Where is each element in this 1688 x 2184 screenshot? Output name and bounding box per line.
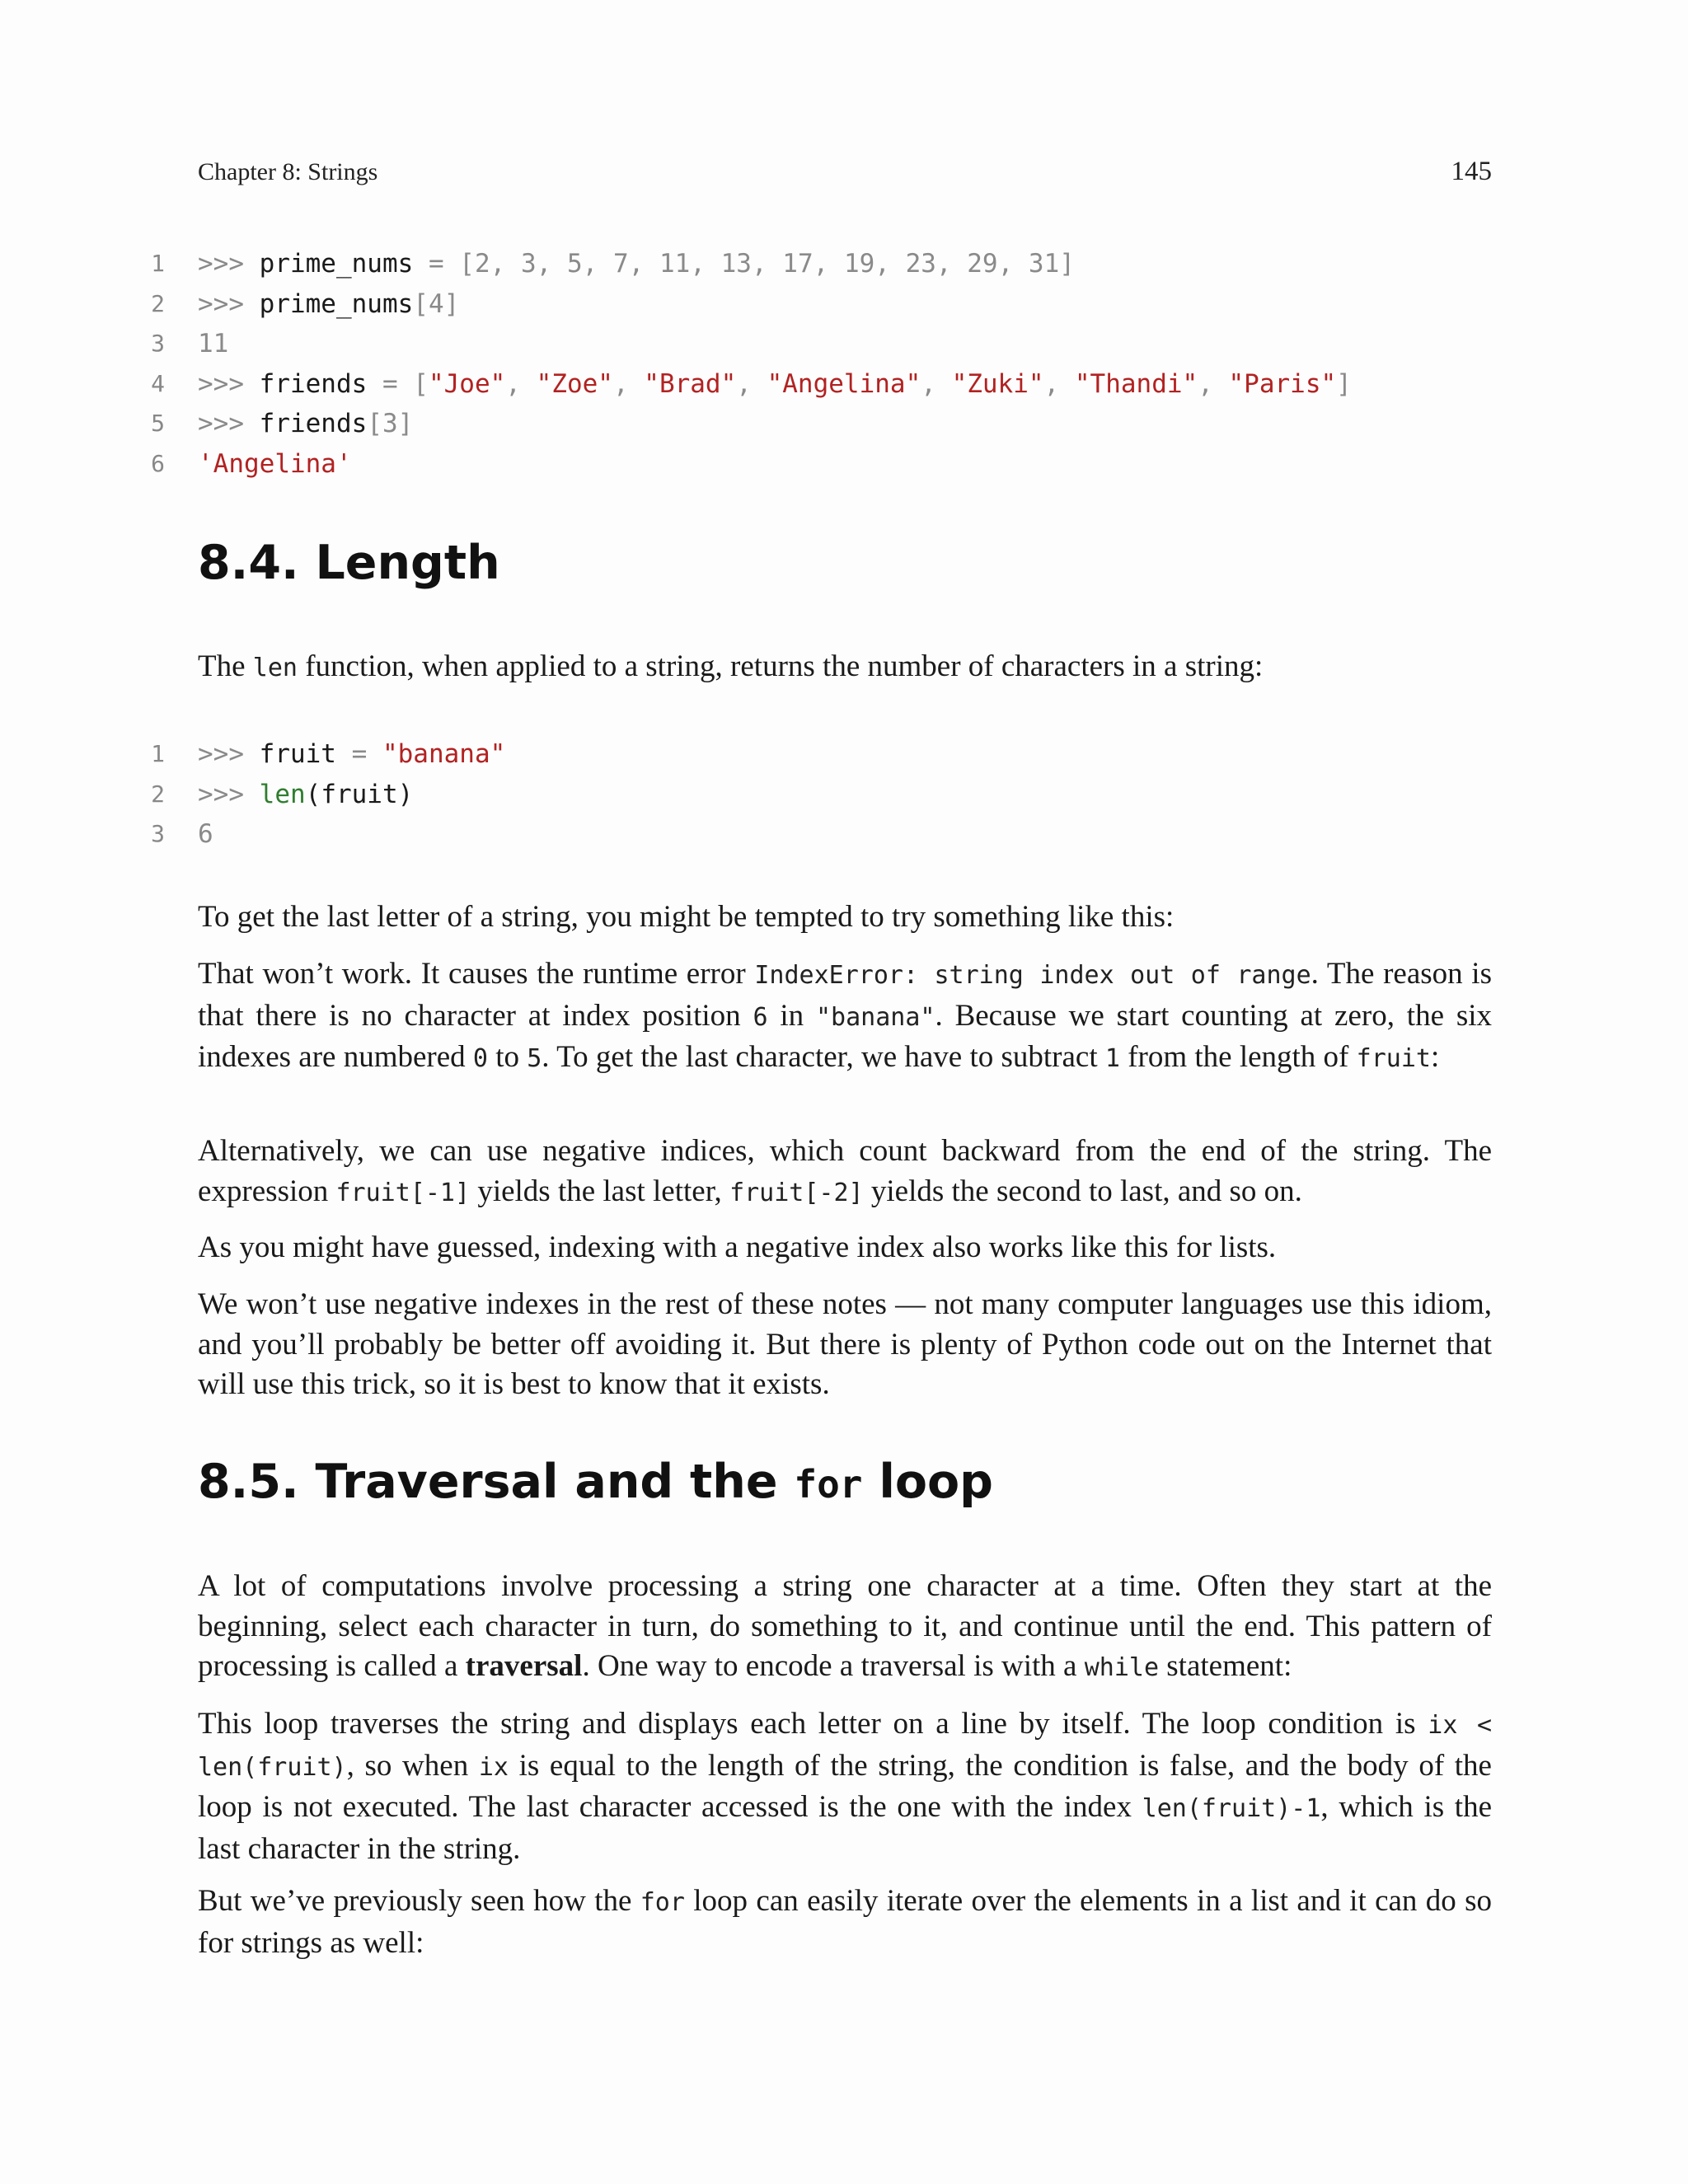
code-token: , <box>582 249 613 279</box>
text-run: As you might have guessed, indexing with a negative index also works like this for lists. <box>198 1230 1277 1264</box>
paragraph-loop-condition <box>198 1704 1492 1869</box>
text-run: But we’ve previously seen how the <box>198 1884 640 1918</box>
code-line <box>0 814 1688 855</box>
text-run: yields the second to last, and so on. <box>863 1174 1302 1208</box>
code-token: , <box>1043 368 1075 399</box>
code-token: 3 <box>520 249 537 279</box>
text-run: in <box>767 998 816 1033</box>
code-text <box>198 734 505 775</box>
inline-code: 1 <box>1104 1044 1120 1073</box>
text-run: , which is the last character in the string. <box>198 1790 1492 1866</box>
code-token: len <box>259 779 306 809</box>
code-token: 11 <box>659 249 691 279</box>
code-token: ] <box>1336 368 1352 399</box>
heading-text: 8.4. Length <box>198 536 500 590</box>
line-number: 5 <box>151 410 165 437</box>
text-run: This loop traverses the string and displays each letter on a line by itself. The loop condition is <box>198 1707 1428 1741</box>
paragraph-index-error <box>198 954 1492 1080</box>
inline-code: fruit[-2] <box>729 1178 864 1207</box>
code-text <box>198 324 228 364</box>
code-line <box>0 444 1688 485</box>
code-token: 7 <box>612 249 629 279</box>
paragraph-last-letter <box>198 898 1492 938</box>
code-text <box>198 244 1075 284</box>
paragraph-traversal <box>198 1567 1492 1689</box>
code-token: [ <box>413 368 429 399</box>
code-token: "Thandi" <box>1074 368 1198 399</box>
line-number: 2 <box>151 780 165 808</box>
bold-term: traversal <box>465 1649 583 1683</box>
paragraph-len-intro <box>198 647 1492 689</box>
code-token: >>> <box>198 288 260 319</box>
code-text <box>198 364 1352 405</box>
heading-text-tail: loop <box>862 1455 993 1509</box>
line-number: 4 <box>151 369 165 397</box>
paragraph-for-loop <box>198 1882 1492 1963</box>
code-token: 13 <box>720 249 752 279</box>
code-token: [ <box>367 409 382 438</box>
text-run: is equal to the length of the string, the condition is false, and the body of the loop is not executed. The last character accessed is the one with the index <box>198 1748 1492 1824</box>
code-line <box>0 734 1688 775</box>
code-token: , <box>921 368 952 399</box>
code-token: 17 <box>782 249 814 279</box>
inline-code: while <box>1084 1653 1160 1682</box>
code-token: , <box>612 368 645 399</box>
text-run: to <box>487 1040 528 1074</box>
code-token: friends <box>259 409 368 438</box>
code-token: 3 <box>382 409 398 438</box>
code-token: 'Angelina' <box>198 448 352 479</box>
code-token: 11 <box>198 329 229 359</box>
paragraph-avoid-negative <box>198 1285 1492 1405</box>
inline-code: "banana" <box>815 1002 935 1032</box>
text-run: : <box>1430 1040 1440 1074</box>
code-token: ] <box>397 409 414 438</box>
code-line <box>0 324 1688 364</box>
code-token: , <box>997 249 1029 279</box>
code-token: , <box>505 368 537 399</box>
code-token: >>> <box>198 249 260 279</box>
code-token: 19 <box>843 249 875 279</box>
code-token: "Joe" <box>428 368 506 399</box>
inline-code: len(fruit)-1 <box>1142 1794 1321 1823</box>
code-text <box>198 814 213 855</box>
text-run: That won’t work. It causes the runtime error <box>198 957 755 991</box>
text-run: Alternatively, we can use negative indices, which count backward from the end of the string. The expression <box>198 1134 1492 1208</box>
code-token: , <box>874 249 906 279</box>
text-run: loop can easily iterate over the elements in a list and it can do so for strings as well: <box>198 1884 1492 1960</box>
code-token: >>> <box>198 779 260 809</box>
code-token: ] <box>443 288 460 319</box>
text-run: The <box>198 649 253 683</box>
code-line <box>0 284 1688 325</box>
code-line <box>0 364 1688 405</box>
text-run: . To get the last character, we have to subtract <box>542 1040 1105 1074</box>
code-token: , <box>736 368 767 399</box>
code-token: >>> <box>198 368 260 399</box>
text-run: . Because we start counting at zero, the six indexes are numbered <box>198 998 1493 1074</box>
paragraph-negative-lists <box>198 1228 1492 1268</box>
line-number: 6 <box>151 449 165 477</box>
code-token: (fruit) <box>305 779 414 809</box>
code-token: , <box>490 249 521 279</box>
code-token: 29 <box>967 249 998 279</box>
code-token: = <box>428 249 460 279</box>
code-token: 23 <box>905 249 936 279</box>
code-token: >>> <box>198 739 260 769</box>
code-line <box>0 775 1688 815</box>
inline-code: 0 <box>472 1044 488 1073</box>
code-token: , <box>935 249 968 279</box>
code-token: , <box>813 249 844 279</box>
text-run: from the length of <box>1119 1040 1357 1074</box>
code-token: 4 <box>428 288 444 319</box>
code-token: fruit <box>259 739 352 769</box>
line-number: 2 <box>151 289 165 317</box>
code-token: ] <box>1059 249 1075 279</box>
code-token: , <box>628 249 659 279</box>
chapter-title: Chapter 8: Strings <box>198 158 378 185</box>
page-number: 145 <box>1451 157 1492 186</box>
code-token: , <box>1198 368 1229 399</box>
inline-code: len <box>252 654 298 682</box>
code-token: 31 <box>1028 249 1060 279</box>
inline-code: fruit[-1] <box>335 1178 471 1207</box>
code-text <box>198 404 413 444</box>
code-token: , <box>690 249 721 279</box>
paragraph-negative-indices <box>198 1132 1492 1213</box>
line-number: 1 <box>151 740 165 767</box>
code-text <box>198 775 413 815</box>
text-run: To get the last letter of a string, you might be tempted to try something like this: <box>198 900 1175 934</box>
inline-code: 6 <box>753 1002 768 1032</box>
code-token: "Zuki" <box>951 368 1044 399</box>
text-run: , so when <box>346 1748 479 1783</box>
code-token: = <box>351 739 382 769</box>
code-token: "Zoe" <box>536 368 613 399</box>
text-run: . The reason is that there is no character at index position <box>198 957 1492 1033</box>
heading-code-for: for <box>794 1462 863 1507</box>
code-token: "banana" <box>382 739 506 769</box>
line-number: 3 <box>151 330 165 357</box>
inline-code: IndexError: string index out of range <box>754 961 1311 990</box>
line-number: 3 <box>151 820 165 847</box>
text-run: We won’t use negative indexes in the rest of these notes — not many computer languages use this idiom, and you’ll probably be better off avoiding it. But there is plenty of Python code out on the Internet that will use this trick, so it is best to know that it exists. <box>198 1287 1492 1401</box>
code-token: , <box>751 249 783 279</box>
inline-code: fruit <box>1356 1044 1431 1073</box>
code-text <box>198 444 352 485</box>
code-token: = <box>382 368 414 399</box>
running-head <box>198 157 1492 187</box>
inline-code: ix < len(fruit) <box>198 1711 1493 1782</box>
code-line <box>0 244 1688 284</box>
section-heading-traversal <box>198 1455 993 1509</box>
code-token: prime_nums <box>259 249 429 279</box>
code-text <box>198 284 459 325</box>
text-run: statement: <box>1159 1649 1292 1683</box>
code-block-len <box>0 734 1688 855</box>
code-token: prime_nums <box>259 288 414 319</box>
code-token: 5 <box>566 249 583 279</box>
text-run: yields the last letter, <box>470 1174 730 1208</box>
section-heading-length <box>198 536 500 590</box>
inline-code: for <box>640 1888 685 1917</box>
inline-code: ix <box>478 1752 509 1782</box>
inline-code: 5 <box>527 1044 542 1073</box>
code-token: "Angelina" <box>767 368 921 399</box>
text-run: function, when applied to a string, returns the number of characters in a string: <box>297 649 1264 683</box>
code-line <box>0 404 1688 444</box>
code-block-indexing <box>0 244 1688 484</box>
code-token: "Brad" <box>644 368 737 399</box>
code-token: [ <box>413 288 429 319</box>
line-number: 1 <box>151 250 165 277</box>
text-run: . One way to encode a traversal is with a <box>582 1649 1085 1683</box>
code-token: friends <box>259 368 382 399</box>
heading-text: 8.5. Traversal and the <box>198 1455 795 1509</box>
code-token: 2 <box>474 249 490 279</box>
text-run: A lot of computations involve processing a string one character at a time. Often they start at the beginning, select each character in turn, do something to it, and continue until the end. This pattern of processing is called a <box>198 1569 1492 1683</box>
code-token: >>> <box>198 409 260 438</box>
code-token: 6 <box>198 819 213 849</box>
code-token: , <box>536 249 567 279</box>
code-token: [ <box>459 249 475 279</box>
code-token: "Paris" <box>1228 368 1337 399</box>
